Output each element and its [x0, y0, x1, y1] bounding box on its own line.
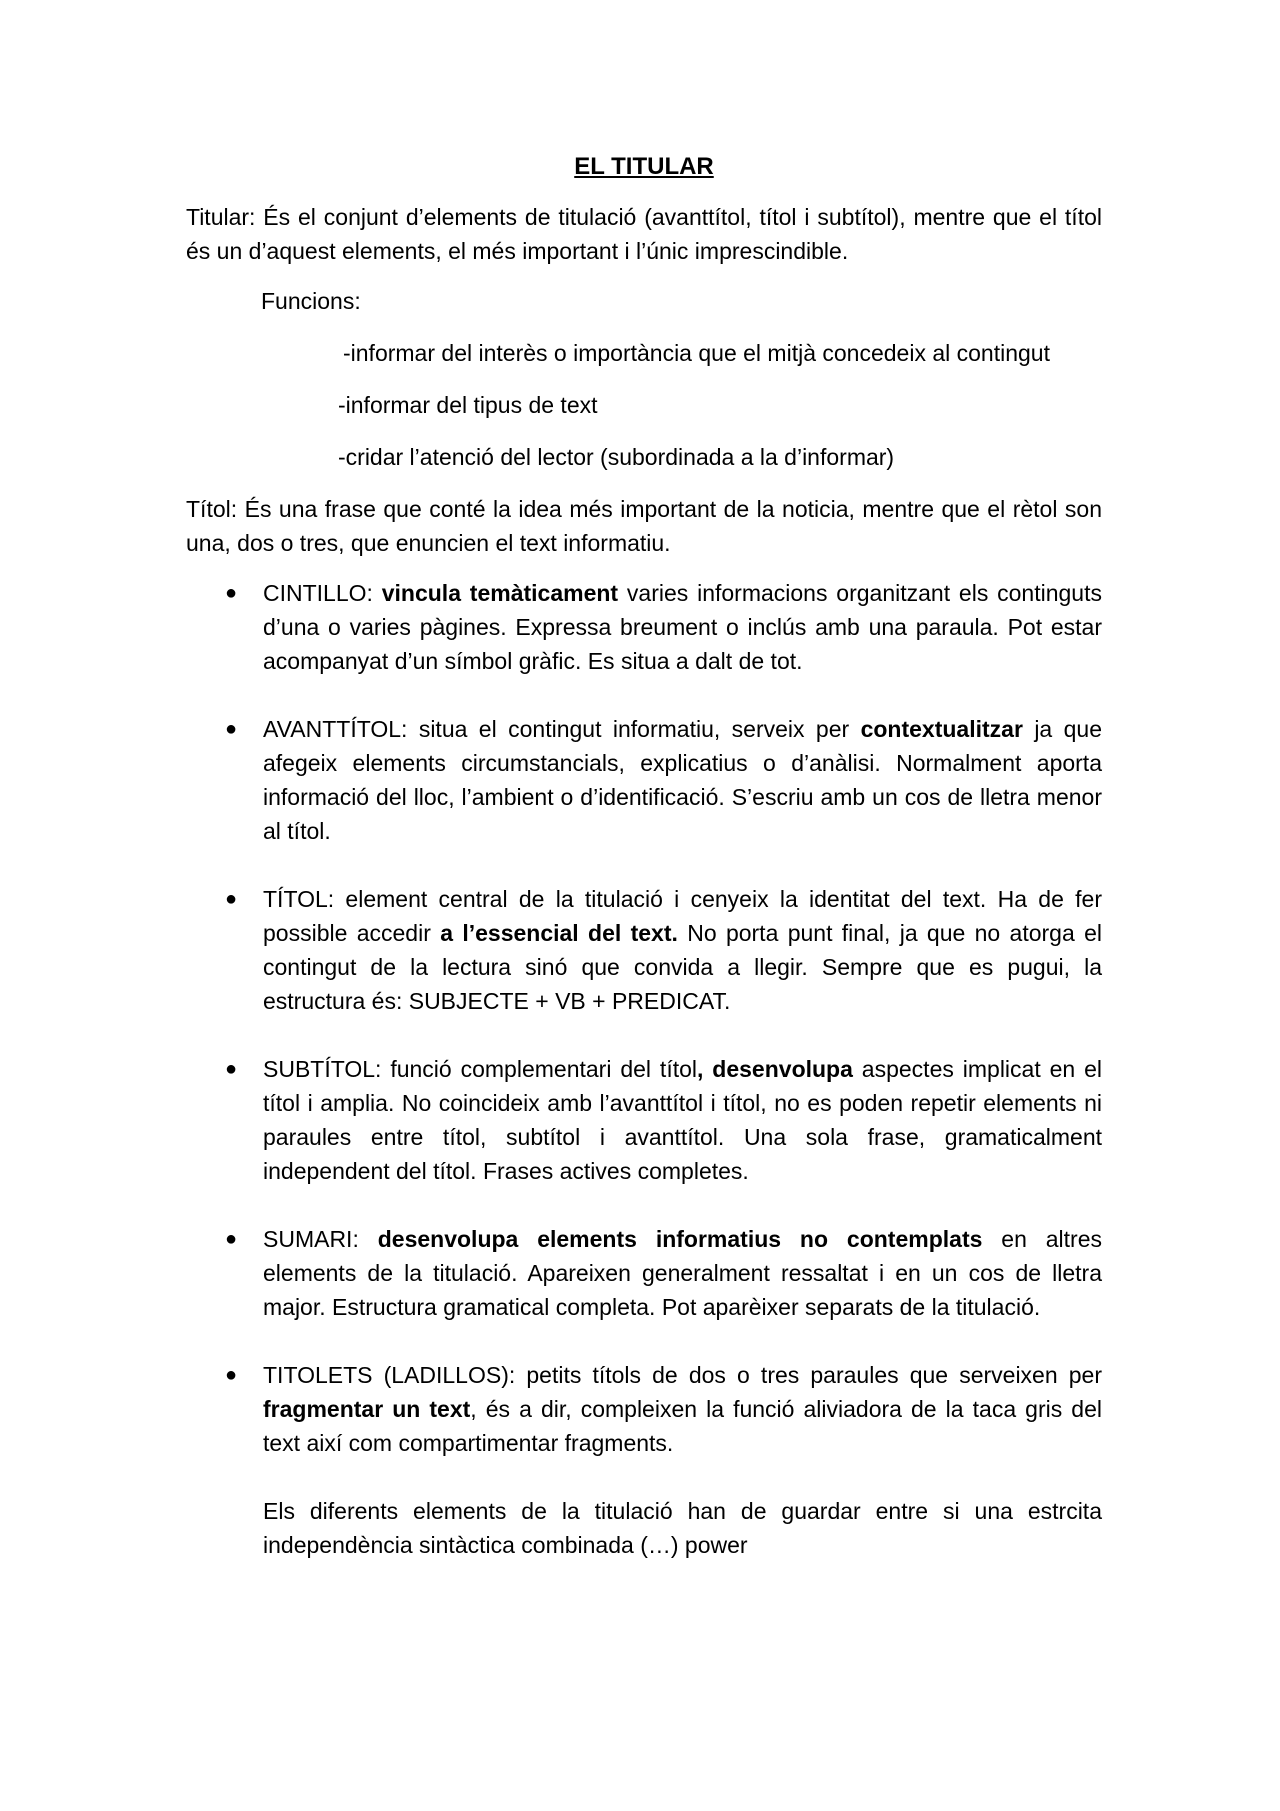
- element-text: CINTILLO:: [263, 580, 382, 606]
- element-text: SUBTÍTOL: funció complementari del títol: [263, 1056, 698, 1082]
- titol-definition: Títol: És una frase que conté la idea més important de la noticia, mentre que el rètol son una, dos o tres, que enuncien el text informatiu.: [186, 496, 1102, 556]
- element-bold-text: vincula temàticament: [381, 580, 619, 606]
- intro-paragraph: Titular: És el conjunt d’elements de titulació (avanttítol, títol i subtítol), mentre que el títol és un d’aquest elements, el més important i l’únic imprescindible.: [186, 204, 1102, 264]
- element-item-sumari: [186, 1222, 1102, 1324]
- bullet-icon: ●: [225, 888, 238, 910]
- bullet-icon: ●: [225, 718, 238, 740]
- element-bold-text: fragmentar un text: [263, 1396, 471, 1422]
- element-text: AVANTTÍTOL: situa el contingut informatiu, serveix per: [263, 716, 861, 742]
- element-bold-text: contextualitzar: [860, 716, 1023, 742]
- closing-paragraph: Els diferents elements de la titulació han de guardar entre si una estrcita independència sintàctica combinada (…) power: [263, 1498, 1102, 1558]
- element-text: SUMARI:: [263, 1226, 378, 1252]
- element-bold-text: , desenvolupa: [697, 1056, 853, 1082]
- page-title: EL TITULAR: [574, 153, 714, 180]
- element-text: en altres elements de la titulació. Apareixen generalment ressaltat i en un cos de lletra major. Estructura gramatical completa. Pot aparèixer separats de la titulació.: [263, 1226, 1102, 1320]
- element-bold-text: a l’essencial del text.: [440, 920, 678, 946]
- funcio-item: -cridar l’atenció del lector (subordinada a la d’informar): [338, 444, 895, 470]
- element-text: TITOLETS (LADILLOS): petits títols de dos o tres paraules que serveixen per: [263, 1362, 1102, 1388]
- document-page: [186, 150, 1102, 1562]
- element-list: [186, 576, 1102, 1460]
- element-text: , és a dir, compleixen la funció aliviadora de la taca gris del text així com compartimentar fragments.: [263, 1396, 1102, 1456]
- element-text: ja que afegeix elements circumstancials, explicatius o d’anàlisi. Normalment aporta informació del lloc, l’ambient o d’identificació. S’escriu amb un cos de lletra menor al títol.: [263, 716, 1102, 844]
- element-text: aspectes implicat en el títol i amplia. No coincideix amb l’avanttítol i títol, no es poden repetir elements ni paraules entre títol, subtítol i avanttítol. Una sola frase, gramaticalment independent del títol. Frases actives completes.: [263, 1056, 1102, 1184]
- funcions-label: Funcions:: [261, 288, 361, 314]
- bullet-icon: ●: [225, 1228, 238, 1250]
- element-text: varies informacions organitzant els continguts d’una o varies pàgines. Expressa breument o inclús amb una paraula. Pot estar acompanyat d’un símbol gràfic. Es situa a dalt de tot.: [263, 580, 1102, 674]
- element-item-subtitol: [186, 1052, 1102, 1188]
- element-item-titolets: [186, 1358, 1102, 1460]
- element-item-titol: [186, 882, 1102, 1018]
- element-item-cintillo: [186, 576, 1102, 678]
- element-item-avanttitol: [186, 712, 1102, 848]
- bullet-icon: ●: [225, 582, 238, 604]
- funcio-item: -informar del tipus de text: [338, 392, 598, 418]
- bullet-icon: ●: [225, 1364, 238, 1386]
- funcio-item: -informar del interès o importància que el mitjà concedeix al contingut: [343, 340, 1050, 366]
- element-bold-text: desenvolupa elements informatius no contemplats: [377, 1226, 983, 1252]
- element-text: TÍTOL: element central de la titulació i cenyeix la identitat del text. Ha de fer possible accedir: [263, 886, 1102, 946]
- element-text: No porta punt final, ja que no atorga el contingut de la lectura sinó que convida a llegir. Sempre que es pugui, la estructura és: SUBJECTE + VB + PREDICAT.: [263, 920, 1103, 1014]
- bullet-icon: ●: [225, 1058, 238, 1080]
